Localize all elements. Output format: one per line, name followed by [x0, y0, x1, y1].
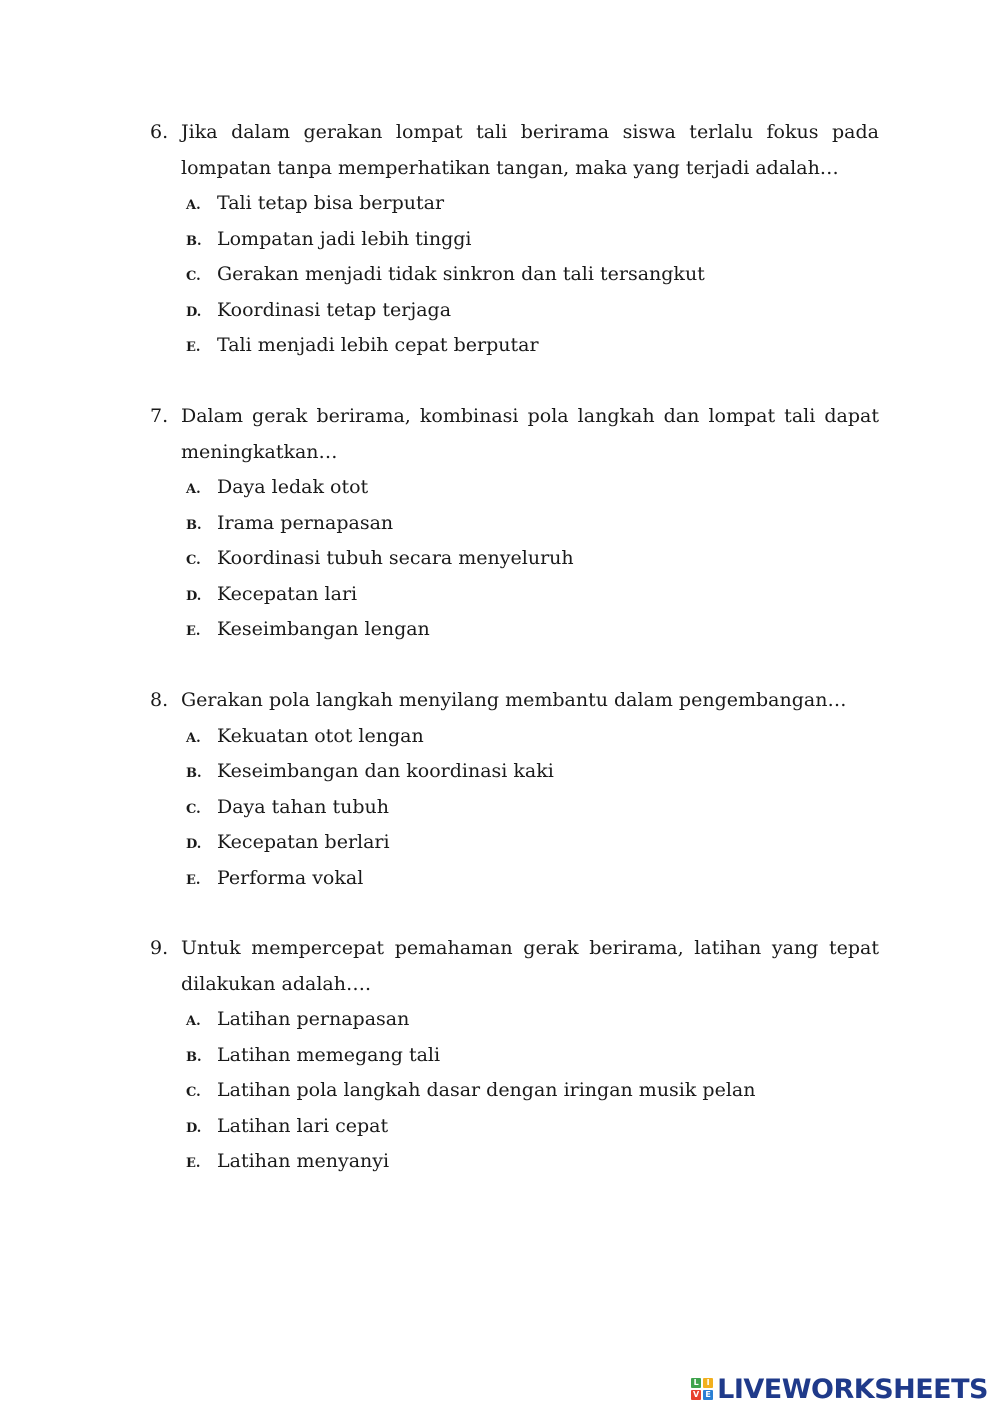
option-text: Tali menjadi lebih cepat berputar [217, 334, 539, 356]
option-letter: C. [186, 553, 201, 568]
option-letter: B. [186, 233, 202, 249]
option-a[interactable] [150, 719, 879, 755]
option-d[interactable] [150, 577, 879, 613]
option-a[interactable] [150, 1002, 879, 1038]
option-c[interactable] [150, 790, 879, 826]
option-letter: A. [186, 1014, 201, 1029]
option-c[interactable] [150, 257, 879, 293]
option-letter: C. [186, 801, 201, 817]
option-letter: E. [186, 872, 201, 888]
option-e[interactable] [150, 328, 879, 364]
option-text: Performa vokal [217, 866, 364, 889]
option-letter: A. [186, 198, 201, 213]
option-d[interactable] [150, 825, 879, 861]
option-letter: D. [186, 1120, 202, 1136]
option-b[interactable] [150, 222, 879, 258]
question-number: 7. [150, 405, 169, 427]
option-c[interactable] [150, 1073, 879, 1109]
option-letter: C. [186, 1085, 201, 1100]
option-text: Tali tetap bisa berputar [217, 192, 445, 214]
option-letter: B. [186, 766, 202, 781]
option-c[interactable] [150, 541, 879, 577]
option-text: Keseimbangan lengan [217, 618, 430, 640]
option-text: Latihan lari cepat [217, 1114, 389, 1137]
option-text: Daya tahan tubuh [217, 795, 389, 818]
option-e[interactable] [150, 861, 879, 897]
question-number: 8. [150, 689, 169, 711]
question-text: Gerakan pola langkah menyilang membantu dalam pengembangan… [181, 689, 847, 711]
option-b[interactable] [150, 754, 879, 790]
option-text: Kecepatan berlari [217, 831, 390, 853]
option-text: Keseimbangan dan koordinasi kaki [217, 760, 554, 782]
question-text: Dalam gerak berirama, kombinasi pola langkah dan lompat tali dapat meningkatkan… [181, 405, 879, 463]
option-b[interactable] [150, 1038, 879, 1074]
option-text: Lompatan jadi lebih tinggi [217, 227, 472, 250]
answer-options [150, 470, 879, 648]
option-text: Latihan memegang tali [217, 1043, 441, 1066]
liveworksheets-logo-icon [691, 1378, 713, 1400]
option-text: Irama pernapasan [217, 511, 394, 534]
option-text: Koordinasi tetap terjaga [217, 298, 452, 321]
logo-text: LIVEWORKSHEETS [717, 1373, 988, 1405]
option-text: Gerakan menjadi tidak sinkron dan tali tersangkut [217, 263, 705, 285]
question-7 [150, 399, 879, 648]
logo-tile: L [691, 1378, 701, 1388]
answer-options [150, 719, 879, 897]
option-d[interactable] [150, 293, 879, 329]
answer-options [150, 1002, 879, 1180]
option-letter: E. [186, 340, 201, 355]
option-text: Latihan menyanyi [217, 1150, 390, 1172]
option-e[interactable] [150, 612, 879, 648]
option-letter: D. [186, 304, 202, 320]
option-letter: D. [186, 837, 202, 852]
option-letter: A. [186, 730, 201, 746]
option-b[interactable] [150, 506, 879, 542]
option-text: Koordinasi tubuh secara menyeluruh [217, 547, 574, 569]
option-a[interactable] [150, 186, 879, 222]
option-letter: D. [186, 588, 202, 604]
question-text: Untuk mempercepat pemahaman gerak berirama, latihan yang tepat dilakukan adalah…. [181, 937, 879, 995]
option-letter: A. [186, 482, 201, 497]
question-8 [150, 683, 879, 896]
option-letter: C. [186, 269, 201, 284]
question-9 [150, 931, 879, 1180]
option-text: Latihan pernapasan [217, 1008, 410, 1030]
question-text: Jika dalam gerakan lompat tali berirama siswa terlalu fokus pada lompatan tanpa memperhatikan tangan, maka yang terjadi adalah… [181, 121, 879, 179]
option-text: Kekuatan otot lengan [217, 724, 424, 747]
liveworksheets-logo[interactable] [691, 1373, 988, 1405]
option-text: Kecepatan lari [217, 582, 358, 605]
option-a[interactable] [150, 470, 879, 506]
question-number: 6. [150, 121, 169, 143]
option-letter: B. [186, 517, 202, 533]
answer-options [150, 186, 879, 364]
option-letter: B. [186, 1049, 202, 1065]
option-text: Daya ledak otot [217, 476, 369, 498]
option-letter: E. [186, 624, 201, 639]
logo-tile: E [703, 1390, 713, 1400]
logo-tile: V [693, 1390, 700, 1399]
question-6 [150, 115, 879, 364]
option-d[interactable] [150, 1109, 879, 1145]
option-letter: E. [186, 1156, 201, 1171]
question-number: 9. [150, 937, 169, 959]
option-e[interactable] [150, 1144, 879, 1180]
option-text: Latihan pola langkah dasar dengan iringan musik pelan [217, 1079, 756, 1101]
logo-tile: I [703, 1378, 713, 1388]
